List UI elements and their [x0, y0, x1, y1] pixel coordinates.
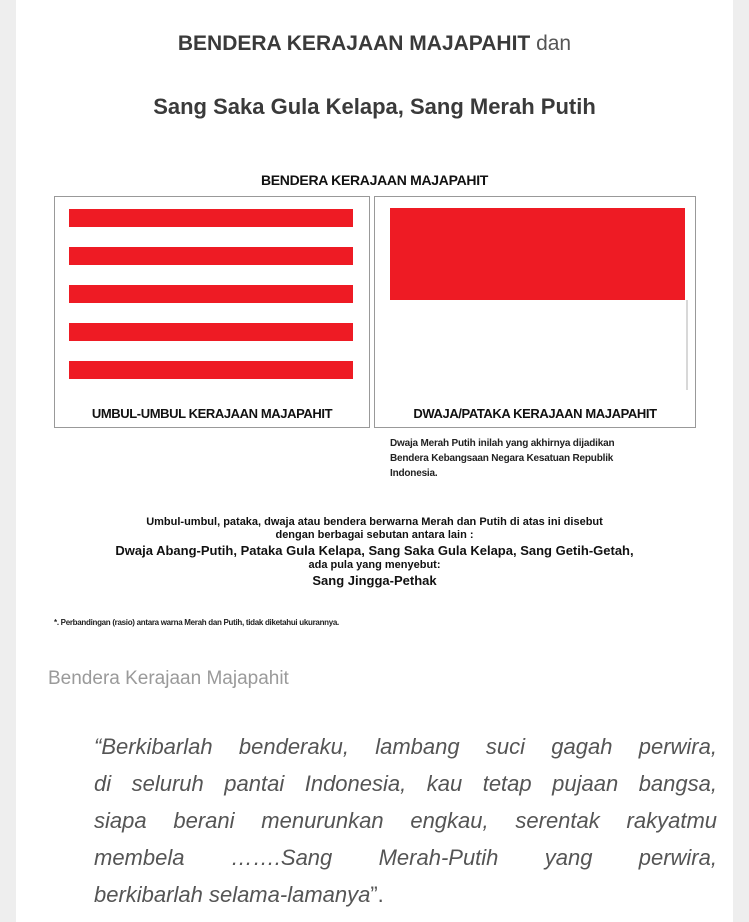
- dwaja-note-line: Indonesia.: [390, 468, 438, 479]
- names-extra-intro: ada pula yang menyebut:: [308, 559, 441, 571]
- quote-line-last: [94, 876, 717, 913]
- heading-bold: BENDERA KERAJAAN MAJAPAHIT: [177, 32, 531, 55]
- illustration-title: BENDERA KERAJAAN MAJAPAHIT: [260, 172, 489, 188]
- flag-names-block: [16, 516, 733, 589]
- names-extra: Sang Jingga-Pethak: [312, 573, 437, 588]
- quote-line: siapa berani menurunkan engkau, serentak rakyatmu: [94, 808, 717, 833]
- quote-closing-mark: ”.: [370, 882, 384, 907]
- ratio-footnote: *. Perbandingan (rasio) antara warna Merah dan Putih, tidak diketahui ukurannya.: [54, 618, 339, 627]
- quote-last-italic: berkibarlah selama-lamanya: [94, 882, 371, 907]
- heading-line-2: Sang Saka Gula Kelapa, Sang Merah Putih: [153, 94, 596, 119]
- red-stripe: [69, 285, 353, 303]
- heading-line-1: [16, 32, 733, 56]
- red-half: [390, 208, 685, 300]
- heading-tail: dan: [530, 32, 572, 55]
- names-intro-1: Umbul-umbul, pataka, dwaja atau bendera berwarna Merah dan Putih di atas ini disebut: [146, 516, 603, 528]
- umbul-umbul-caption: UMBUL-UMBUL KERAJAAN MAJAPAHIT: [91, 406, 333, 421]
- quote-line: di seluruh pantai Indonesia, kau tetap pujaan bangsa,: [94, 771, 717, 796]
- quote-line: membela …….Sang Merah-Putih yang perwira,: [94, 845, 717, 870]
- red-stripe: [69, 361, 353, 379]
- red-stripe: [69, 247, 353, 265]
- dwaja-note-line: Dwaja Merah Putih inilah yang akhirnya dijadikan: [390, 438, 615, 449]
- dwaja-panel: [374, 196, 696, 428]
- umbul-umbul-panel: [54, 196, 370, 428]
- red-stripe: [69, 209, 353, 227]
- flag-illustration[interactable]: [16, 160, 733, 640]
- dwaja-note-line: Bendera Kebangsaan Negara Kesatuan Republik: [390, 453, 614, 464]
- image-caption: Bendera Kerajaan Majapahit: [48, 668, 289, 689]
- names-list: Dwaja Abang-Putih, Pataka Gula Kelapa, Sang Saka Gula Kelapa, Sang Getih-Getah,: [115, 543, 634, 558]
- dwaja-note: [390, 436, 690, 481]
- article-card: [16, 0, 733, 922]
- quote-line: “Berkibarlah benderaku, lambang suci gagah perwira,: [94, 734, 717, 759]
- red-stripe: [69, 323, 353, 341]
- dwaja-caption: DWAJA/PATAKA KERAJAAN MAJAPAHIT: [413, 406, 657, 421]
- flag-edge-line: [686, 300, 688, 390]
- anthem-quote: [94, 728, 717, 913]
- names-intro-2: dengan berbagai sebutan antara lain :: [275, 529, 474, 541]
